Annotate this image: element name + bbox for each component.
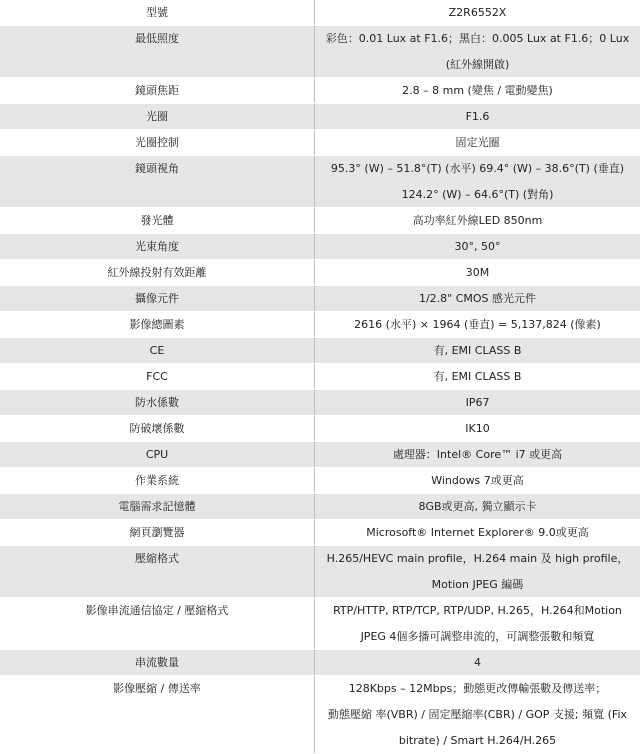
spec-label: 影像壓縮 / 傳送率 — [113, 682, 201, 695]
spec-value — [315, 390, 640, 416]
spec-value-line: bitrate) / Smart H.264/H.265 — [398, 734, 557, 747]
spec-label: 光圈控制 — [135, 136, 179, 149]
spec-value-line: 有, EMI CLASS B — [433, 370, 522, 383]
spec-label: 電腦需求記憶體 — [118, 500, 196, 513]
spec-value — [315, 260, 640, 286]
spec-value-line: 高功率紅外線LED 850nm — [412, 214, 543, 227]
spec-row — [0, 130, 640, 156]
spec-value-line: 動態壓縮 率(VBR) / 固定壓縮率(CBR) / GOP 支援; 頻寬 (Fix — [327, 708, 628, 721]
spec-label: 影像總圖素 — [129, 318, 185, 331]
spec-row — [0, 338, 640, 364]
spec-value-line: Microsoft® Internet Explorer® 9.0或更高 — [366, 526, 589, 539]
spec-value-line: 95.3° (W) – 51.8°(T) (水平) 69.4° (W) – 38.6°(T) (垂直) — [330, 162, 625, 175]
spec-label: 發光體 — [140, 214, 174, 227]
spec-value-line: 固定光圈 — [455, 136, 500, 149]
spec-value-line: F1.6 — [465, 110, 490, 123]
spec-row — [0, 598, 640, 650]
spec-value-line: 處理器：Intel® Core™ i7 或更高 — [392, 448, 563, 461]
spec-value-line: Motion JPEG 編碼 — [431, 578, 524, 591]
spec-value — [315, 442, 640, 468]
spec-value-line: 2616 (水平) × 1964 (垂直) = 5,137,824 (像素) — [354, 318, 601, 331]
spec-value-line: 有, EMI CLASS B — [433, 344, 522, 357]
spec-label: 光束角度 — [135, 240, 179, 253]
spec-value — [315, 494, 640, 520]
spec-row — [0, 208, 640, 234]
spec-row — [0, 390, 640, 416]
spec-row — [0, 104, 640, 130]
spec-value — [315, 104, 640, 130]
spec-value — [315, 0, 640, 26]
spec-row — [0, 78, 640, 104]
spec-label: 攝像元件 — [135, 292, 179, 305]
spec-value-line: 30M — [465, 266, 490, 279]
spec-value-line: IK10 — [465, 422, 490, 435]
spec-label: 影像串流通信協定 / 壓縮格式 — [85, 604, 229, 617]
spec-row — [0, 286, 640, 312]
spec-row — [0, 156, 640, 208]
spec-value-line: JPEG 4個多播可調整串流的，可調整張數和頻寬 — [360, 630, 595, 643]
spec-value-line: 2.8 – 8 mm (變焦 / 電動變焦) — [402, 84, 553, 97]
spec-row — [0, 442, 640, 468]
spec-value-line: H.265/HEVC main profile，H.264 main 及 high profile， — [326, 552, 629, 565]
spec-row — [0, 650, 640, 676]
spec-row — [0, 416, 640, 442]
spec-value-line: (紅外線開啟) — [445, 58, 510, 71]
spec-row — [0, 494, 640, 520]
spec-row — [0, 260, 640, 286]
spec-value-line: 128Kbps – 12Mbps；動態更改傳輸張數及傳送率； — [348, 682, 607, 695]
spec-value — [315, 520, 640, 546]
spec-value — [315, 286, 640, 312]
spec-value-line: 4 — [474, 656, 481, 669]
spec-value — [315, 338, 640, 364]
spec-value-line: 彩色：0.01 Lux at F1.6；黑白：0.005 Lux at F1.6；0 Lux — [325, 32, 630, 45]
spec-value-line: 8GB或更高, 獨立顯示卡 — [418, 500, 537, 513]
spec-value — [315, 208, 640, 234]
spec-label: 串流數量 — [135, 656, 179, 669]
spec-row — [0, 468, 640, 494]
spec-row — [0, 364, 640, 390]
spec-value-line: Windows 7或更高 — [431, 474, 524, 487]
spec-value — [315, 234, 640, 260]
spec-row — [0, 546, 640, 598]
spec-label: 最低照度 — [135, 32, 179, 45]
spec-value — [315, 26, 640, 78]
spec-row — [0, 520, 640, 546]
spec-value-line: RTP/HTTP, RTP/TCP, RTP/UDP, H.265，H.264和Motion — [333, 604, 622, 617]
spec-value-line: 30°, 50° — [454, 240, 501, 253]
spec-label: 光圈 — [146, 110, 168, 123]
spec-value — [315, 598, 640, 650]
spec-label: 型號 — [146, 6, 168, 19]
spec-value — [315, 650, 640, 676]
spec-value — [315, 468, 640, 494]
spec-label: 鏡頭焦距 — [135, 84, 179, 97]
spec-label: 網頁瀏覽器 — [129, 526, 185, 539]
spec-label: 防破壞係數 — [129, 422, 185, 435]
spec-value-line: IP67 — [465, 396, 490, 409]
spec-value — [315, 78, 640, 104]
spec-value — [315, 130, 640, 156]
spec-label: FCC — [146, 370, 168, 383]
spec-label: CE — [149, 344, 165, 357]
spec-value — [315, 312, 640, 338]
spec-row — [0, 312, 640, 338]
spec-label: 紅外線投射有效距離 — [107, 266, 207, 279]
spec-label: 防水係數 — [135, 396, 179, 409]
spec-row — [0, 234, 640, 260]
spec-value-line: Z2R6552X — [448, 6, 507, 19]
spec-label: CPU — [145, 448, 169, 461]
spec-value — [315, 364, 640, 390]
spec-row — [0, 676, 640, 754]
spec-label: 壓縮格式 — [135, 552, 179, 565]
spec-value — [315, 676, 640, 754]
spec-value-line: 1/2.8" CMOS 感光元件 — [418, 292, 537, 305]
spec-label: 鏡頭視角 — [135, 162, 179, 175]
spec-label: 作業系統 — [135, 474, 179, 487]
spec-value-line: 124.2° (W) – 64.6°(T) (對角) — [401, 188, 554, 201]
spec-row — [0, 26, 640, 78]
spec-row — [0, 0, 640, 26]
spec-value — [315, 416, 640, 442]
spec-value — [315, 546, 640, 598]
spec-value — [315, 156, 640, 208]
